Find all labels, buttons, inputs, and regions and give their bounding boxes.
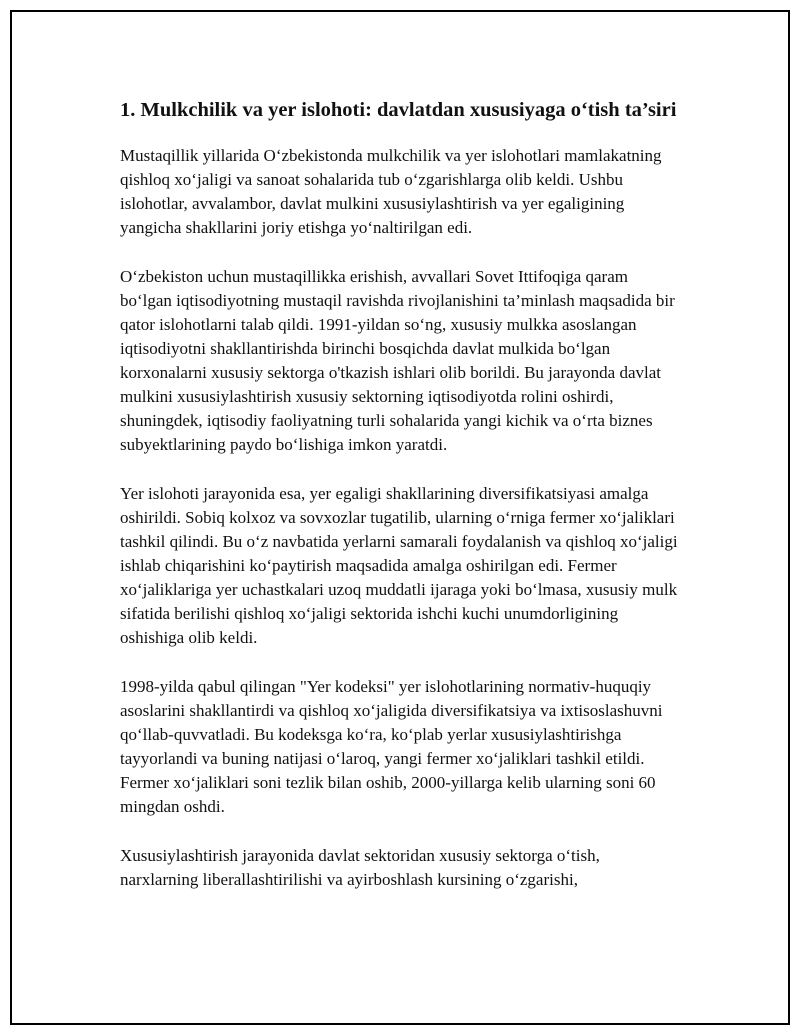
section-heading: 1. Mulkchilik va yer islohoti: davlatdan xususiyaga o‘tish ta’siri bbox=[120, 99, 677, 121]
paragraph: Mustaqillik yillarida O‘zbekistonda mulkchilik va yer islohotlari mamlakatning qishloq xo‘jaligi va sanoat sohalarida tub o‘zgarishlarga olib keldi. Ushbu islohotlar, avvalambor, davlat mulkini xususiylashtirish va yer egaligining yangicha shakllarini joriy etishga yo‘naltirilgan edi. bbox=[120, 146, 662, 237]
paragraph: Xususiylashtirish jarayonida davlat sektoridan xususiy sektorga o‘tish, narxlarning liberallashtirilishi va ayirboshlash kursining o‘zgarishi, bbox=[120, 846, 600, 889]
paragraph: Yer islohoti jarayonida esa, yer egaligi shakllarining diversifikatsiyasi amalga oshirildi. Sobiq kolxoz va sovxozlar tugatilib, ularning o‘rniga fermer xo‘jaliklari tashkil qilindi. Bu o‘z navbatida yerlarni samarali foydalanish va qishloq xo‘jaligi ishlab chiqarishini ko‘paytirish maqsadida amalga oshirilgan edi. Fermer xo‘jaliklariga yer uchastkalari uzoq muddatli ijaraga yoki bo‘lmasa, xususiy mulk sifatida berilishi qishloq xo‘jaligi sektorida ishchi kuchi unumdorligining oshishiga olib keldi. bbox=[120, 484, 678, 647]
document-page bbox=[10, 10, 790, 1025]
paragraph: O‘zbekiston uchun mustaqillikka erishish, avvallari Sovet Ittifoqiga qaram bo‘lgan iqtisodiyotning mustaqil ravishda rivojlanishini ta’minlash maqsadida bir qator islohotlarni talab qildi. 1991-yildan so‘ng, xususiy mulkka asoslangan iqtisodiyotni shakllantirishda birinchi bosqichda davlat mulkida bo‘lgan korxonalarni xususiy sektorga o'tkazish ishlari olib borildi. Bu jarayonda davlat mulkini xususiylashtirish xususiy sektorning iqtisodiyotda rolini oshirdi, shuningdek, iqtisodiy faoliyatning turli sohalarida yangi kichik va o‘rta biznes subyektlarining paydo bo‘lishiga imkon yaratdi. bbox=[120, 267, 675, 454]
document-body bbox=[120, 97, 680, 917]
paragraph: 1998-yilda qabul qilingan "Yer kodeksi" yer islohotlarining normativ-huquqiy asoslarini shakllantirdi va qishloq xo‘jaligida diversifikatsiya va ixtisoslashuvni qo‘llab-quvvatladi. Bu kodeksga ko‘ra, ko‘plab yerlar xususiylashtirishga tayyorlandi va buning natijasi o‘laroq, yangi fermer xo‘jaliklari tashkil etildi. Fermer xo‘jaliklari soni tezlik bilan oshib, 2000-yillarga kelib ularning soni 60 mingdan oshdi. bbox=[120, 677, 663, 816]
